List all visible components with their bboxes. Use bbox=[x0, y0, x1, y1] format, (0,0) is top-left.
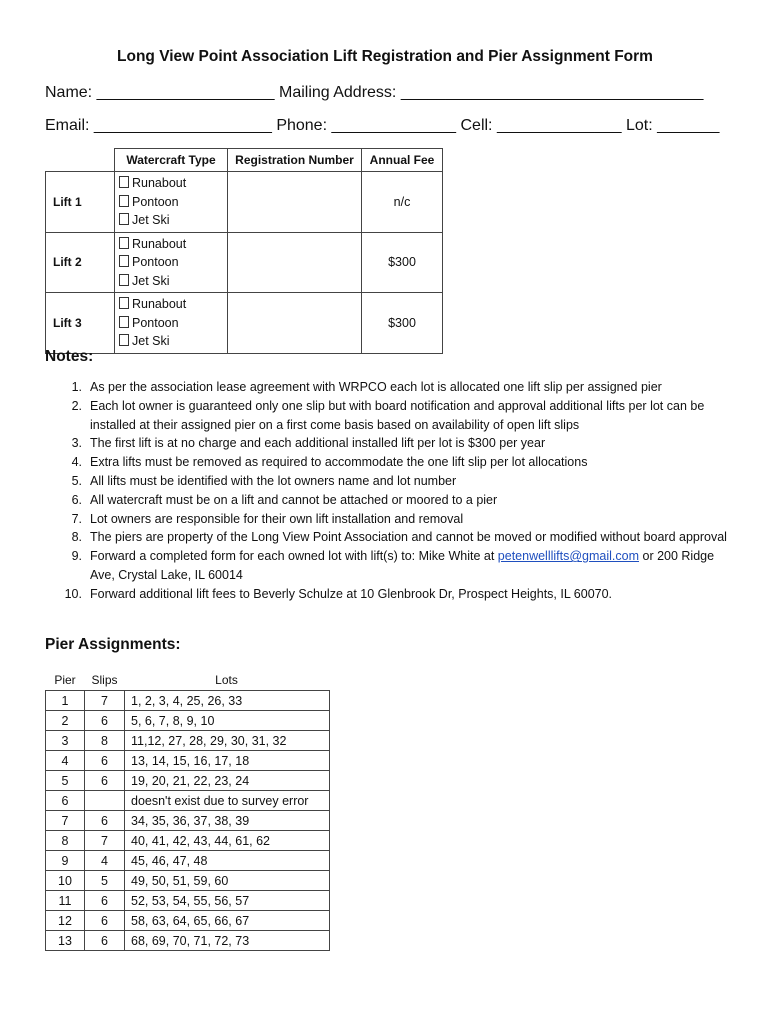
watercraft-option[interactable] bbox=[119, 253, 227, 272]
watercraft-option-label: Pontoon bbox=[132, 255, 179, 269]
watercraft-option-label: Runabout bbox=[132, 297, 187, 311]
note-item bbox=[45, 491, 735, 510]
note-text: Forward a completed form for each owned lot with lift(s) to: Mike White at bbox=[90, 549, 498, 564]
lift-registration-table bbox=[45, 148, 443, 354]
note-item bbox=[45, 397, 735, 435]
lift-label: Lift 3 bbox=[46, 293, 115, 354]
watercraft-option-label: Runabout bbox=[132, 236, 187, 251]
annual-fee: $300 bbox=[362, 293, 443, 354]
pier-row bbox=[46, 831, 330, 851]
note-number: 3. bbox=[71, 436, 82, 451]
pier-number: 2 bbox=[46, 711, 85, 731]
note-number: 4. bbox=[71, 455, 82, 470]
pier-number: 5 bbox=[46, 771, 85, 791]
pier-header-row bbox=[46, 670, 330, 691]
slip-count: 6 bbox=[85, 711, 125, 731]
header-registration-number: Registration Number bbox=[228, 149, 362, 172]
watercraft-option-label: Jet Ski bbox=[132, 213, 170, 227]
note-text: or 200 Ridge Ave, Crystal Lake, IL 60014 bbox=[90, 549, 715, 582]
pier-row bbox=[46, 751, 330, 771]
checkbox[interactable] bbox=[119, 237, 129, 249]
pier-row bbox=[46, 871, 330, 891]
slip-count bbox=[85, 791, 125, 811]
slip-count: 6 bbox=[85, 911, 125, 931]
annual-fee: $300 bbox=[362, 232, 443, 293]
pier-row bbox=[46, 691, 330, 711]
lot-list: 52, 53, 54, 55, 56, 57 bbox=[125, 891, 330, 911]
email-link[interactable]: petenwelllifts@gmail.com bbox=[497, 549, 640, 564]
watercraft-option[interactable] bbox=[119, 235, 227, 254]
slip-count: 8 bbox=[85, 731, 125, 751]
pier-row bbox=[46, 731, 330, 751]
pier-number: 12 bbox=[46, 911, 85, 931]
note-item bbox=[45, 528, 735, 547]
lot-list: 45, 46, 47, 48 bbox=[125, 851, 330, 871]
lift-row bbox=[46, 172, 443, 233]
pier-number: 10 bbox=[46, 871, 85, 891]
checkbox[interactable] bbox=[119, 195, 129, 207]
pier-number: 8 bbox=[46, 831, 85, 851]
pier-row bbox=[46, 911, 330, 931]
lot-list: 68, 69, 70, 71, 72, 73 bbox=[125, 931, 330, 951]
note-text: Each lot owner is guaranteed only one slip but with board notification and approval additional lifts per lot can be installed at their assigned pier on a first come basis based on availability of open lift slips bbox=[90, 398, 705, 432]
watercraft-options bbox=[115, 293, 228, 354]
note-item bbox=[45, 547, 735, 585]
note-item bbox=[45, 378, 735, 397]
note-number: 8. bbox=[71, 530, 82, 545]
lot-list: 58, 63, 64, 65, 66, 67 bbox=[125, 911, 330, 931]
note-item bbox=[45, 510, 735, 529]
lot-list: 19, 20, 21, 22, 23, 24 bbox=[125, 771, 330, 791]
header-annual-fee: Annual Fee bbox=[362, 149, 443, 172]
header-watercraft-type: Watercraft Type bbox=[115, 149, 228, 172]
note-number: 7. bbox=[71, 511, 82, 526]
header-pier: Pier bbox=[54, 673, 76, 687]
header-slips: Slips bbox=[91, 673, 118, 687]
lift-row bbox=[46, 232, 443, 293]
pier-row bbox=[46, 711, 330, 731]
pier-number: 11 bbox=[46, 891, 85, 911]
note-text: Extra lifts must be removed as required to accommodate the one lift slip per lot allocations bbox=[90, 455, 588, 470]
slip-count: 6 bbox=[85, 811, 125, 831]
pier-row bbox=[46, 891, 330, 911]
note-number: 1. bbox=[71, 380, 82, 394]
note-number: 6. bbox=[71, 492, 82, 507]
notes-list bbox=[45, 378, 735, 604]
watercraft-option[interactable] bbox=[119, 193, 227, 212]
lift-label: Lift 1 bbox=[46, 172, 115, 233]
checkbox[interactable] bbox=[119, 274, 129, 286]
lot-list: 5, 6, 7, 8, 9, 10 bbox=[125, 711, 330, 731]
watercraft-option-label: Jet Ski bbox=[132, 334, 170, 348]
lot-list: 40, 41, 42, 43, 44, 61, 62 bbox=[125, 831, 330, 851]
slip-count: 6 bbox=[85, 891, 125, 911]
note-number: 10. bbox=[64, 586, 82, 601]
pier-row bbox=[46, 791, 330, 811]
slip-count: 7 bbox=[85, 691, 125, 711]
note-number: 2. bbox=[71, 398, 82, 413]
checkbox[interactable] bbox=[119, 334, 129, 346]
pier-number: 6 bbox=[46, 791, 85, 811]
checkbox[interactable] bbox=[119, 316, 129, 328]
watercraft-option-label: Jet Ski bbox=[132, 273, 170, 288]
pier-number: 9 bbox=[46, 851, 85, 871]
lift-row bbox=[46, 293, 443, 354]
watercraft-option-label: Pontoon bbox=[132, 315, 179, 330]
lot-list: 11,12, 27, 28, 29, 30, 31, 32 bbox=[125, 731, 330, 751]
note-text: Lot owners are responsible for their own lift installation and removal bbox=[90, 511, 464, 526]
pier-row bbox=[46, 811, 330, 831]
lot-list: 34, 35, 36, 37, 38, 39 bbox=[125, 811, 330, 831]
watercraft-option[interactable] bbox=[119, 272, 227, 291]
pier-assignments-heading: Pier Assignments: bbox=[45, 636, 181, 653]
lot-list: 1, 2, 3, 4, 25, 26, 33 bbox=[125, 691, 330, 711]
pier-assignments-table bbox=[45, 670, 330, 951]
watercraft-options bbox=[115, 172, 228, 233]
registration-number-field[interactable] bbox=[228, 293, 362, 354]
slip-count: 7 bbox=[85, 831, 125, 851]
pier-row bbox=[46, 851, 330, 871]
slip-count: 6 bbox=[85, 771, 125, 791]
registration-header-row bbox=[46, 149, 443, 172]
pier-number: 3 bbox=[46, 731, 85, 751]
note-text: All lifts must be identified with the lot owners name and lot number bbox=[90, 473, 457, 488]
watercraft-option[interactable] bbox=[119, 332, 227, 351]
watercraft-options bbox=[115, 232, 228, 293]
checkbox[interactable] bbox=[119, 176, 129, 188]
email-phone-line[interactable]: Email: ____________________ Phone: ______________ Cell: ______________ Lot: _______ bbox=[45, 117, 720, 134]
pier-number: 7 bbox=[46, 811, 85, 831]
note-text: As per the association lease agreement with WRPCO each lot is allocated one lift slip per assigned pier bbox=[90, 380, 662, 394]
watercraft-option[interactable] bbox=[119, 314, 227, 333]
registration-number-field[interactable] bbox=[228, 232, 362, 293]
pier-row bbox=[46, 931, 330, 951]
watercraft-option-label: Runabout bbox=[132, 176, 187, 190]
slip-count: 5 bbox=[85, 871, 125, 891]
name-address-line[interactable]: Name: ____________________ Mailing Address: __________________________________ bbox=[45, 84, 704, 101]
checkbox[interactable] bbox=[119, 213, 129, 225]
note-text: All watercraft must be on a lift and cannot be attached or moored to a pier bbox=[90, 492, 498, 507]
note-text: Forward additional lift fees to Beverly Schulze at 10 Glenbrook Dr, Prospect Heights, IL 60070. bbox=[90, 586, 613, 601]
registration-number-field[interactable] bbox=[228, 172, 362, 233]
pier-row bbox=[46, 771, 330, 791]
note-item bbox=[45, 472, 735, 491]
pier-number: 1 bbox=[46, 691, 85, 711]
lot-list: 13, 14, 15, 16, 17, 18 bbox=[125, 751, 330, 771]
slip-count: 6 bbox=[85, 751, 125, 771]
lift-label: Lift 2 bbox=[46, 232, 115, 293]
annual-fee: n/c bbox=[362, 172, 443, 233]
slip-count: 6 bbox=[85, 931, 125, 951]
note-item bbox=[45, 585, 735, 604]
form-title: Long View Point Association Lift Registration and Pier Assignment Form bbox=[117, 48, 653, 65]
note-text: The piers are property of the Long View Point Association and cannot be moved or modified without board approval bbox=[90, 530, 727, 545]
lot-list: 49, 50, 51, 59, 60 bbox=[125, 871, 330, 891]
checkbox[interactable] bbox=[119, 297, 129, 309]
watercraft-option[interactable] bbox=[119, 211, 227, 230]
watercraft-option-label: Pontoon bbox=[132, 194, 179, 209]
note-item bbox=[45, 453, 735, 472]
note-number: 9. bbox=[71, 549, 82, 564]
watercraft-option[interactable] bbox=[119, 174, 227, 193]
pier-number: 4 bbox=[46, 751, 85, 771]
header-lots: Lots bbox=[215, 673, 238, 687]
note-number: 5. bbox=[71, 473, 82, 488]
header-blank bbox=[46, 149, 115, 172]
lot-list: doesn't exist due to survey error bbox=[125, 791, 330, 811]
note-text: The first lift is at no charge and each additional installed lift per lot is $300 per year bbox=[90, 436, 546, 451]
pier-number: 13 bbox=[46, 931, 85, 951]
watercraft-option[interactable] bbox=[119, 295, 227, 314]
notes-heading: Notes: bbox=[45, 348, 94, 365]
checkbox[interactable] bbox=[119, 255, 129, 267]
note-item bbox=[45, 434, 735, 453]
slip-count: 4 bbox=[85, 851, 125, 871]
